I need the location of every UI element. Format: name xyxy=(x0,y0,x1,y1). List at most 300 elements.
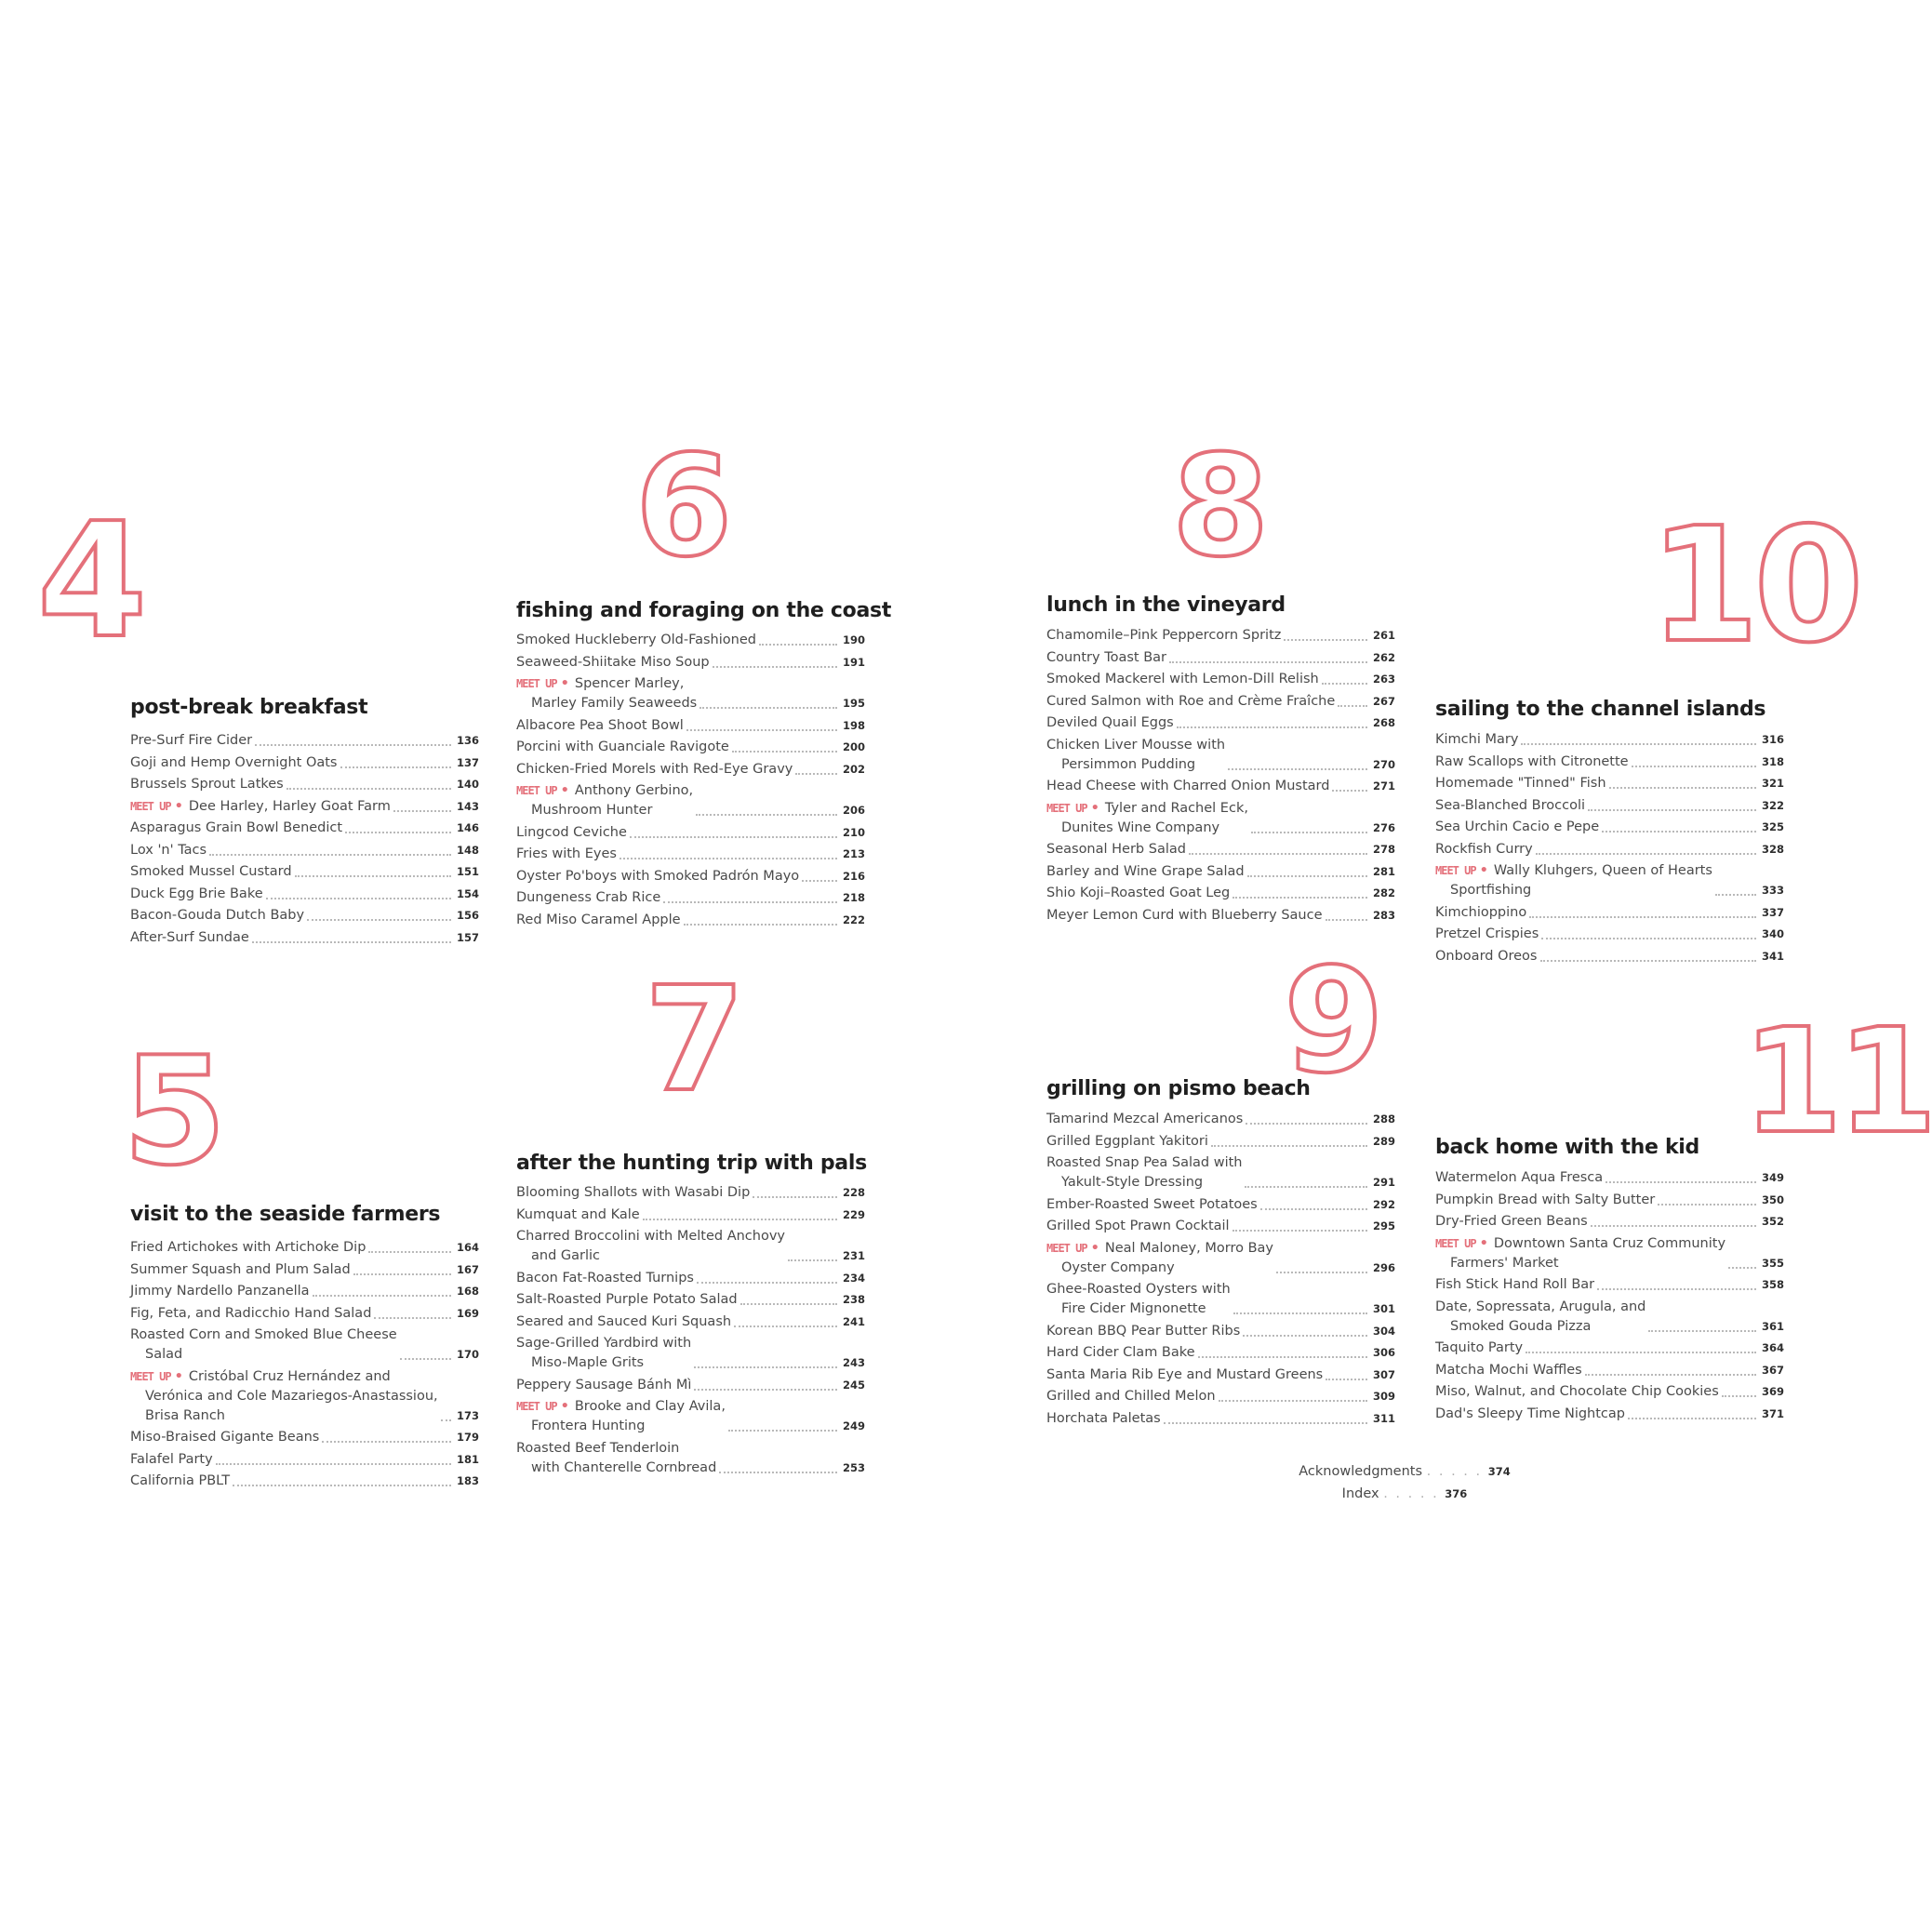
recipe-name: Fish Stick Hand Roll Bar xyxy=(1435,1277,1595,1292)
recipe-name: Santa Maria Rib Eye and Mustard Greens xyxy=(1046,1366,1324,1382)
leader-dots xyxy=(322,1441,451,1443)
entry-text xyxy=(1046,1322,1240,1341)
leader-dots xyxy=(795,773,837,775)
recipe-entry[interactable] xyxy=(1046,1280,1395,1319)
recipe-entry[interactable] xyxy=(1435,1168,1784,1188)
entry-text xyxy=(1046,1343,1195,1363)
entry-line xyxy=(516,911,681,930)
leader-dots xyxy=(1219,1400,1367,1402)
recipe-entry[interactable] xyxy=(130,841,479,860)
recipe-entry[interactable] xyxy=(516,1206,865,1225)
entry-text xyxy=(1435,1382,1719,1402)
recipe-entry[interactable] xyxy=(1435,796,1784,816)
entry-line xyxy=(1046,1322,1240,1341)
recipe-entry[interactable] xyxy=(1046,1132,1395,1152)
entry-line xyxy=(130,1238,366,1258)
entry-line xyxy=(1435,1275,1594,1295)
recipe-entry[interactable] xyxy=(130,1428,479,1447)
entry-line xyxy=(516,823,627,843)
recipe-entry[interactable] xyxy=(130,819,479,838)
recipe-list xyxy=(516,631,865,932)
page-number: 216 xyxy=(842,869,865,883)
entry-text xyxy=(1046,777,1329,796)
leader-dots xyxy=(1260,1208,1367,1210)
page-number: 151 xyxy=(456,865,479,878)
leader-dots xyxy=(1602,831,1756,833)
recipe-name: Dee Harley, Harley Goat Farm xyxy=(188,798,391,814)
meet-up-tag: MEET UP xyxy=(516,677,557,690)
recipe-entry[interactable] xyxy=(1046,1217,1395,1236)
page-number: 291 xyxy=(1372,1176,1395,1189)
recipe-entry[interactable] xyxy=(516,888,865,908)
recipe-entry[interactable] xyxy=(1435,1298,1784,1337)
recipe-entry[interactable] xyxy=(130,753,479,773)
entry-line xyxy=(130,819,342,838)
entry-text xyxy=(1046,1387,1216,1406)
entry-line xyxy=(1435,1234,1725,1254)
leader-dots xyxy=(1177,726,1367,728)
entry-text xyxy=(516,911,681,930)
recipe-entry[interactable] xyxy=(1046,692,1395,712)
entry-line xyxy=(130,1304,371,1324)
entry-line xyxy=(516,1397,726,1417)
recipe-entry[interactable] xyxy=(1046,884,1395,903)
entry-text xyxy=(1046,840,1186,859)
page-number: 231 xyxy=(842,1249,865,1262)
recipe-entry[interactable] xyxy=(516,1312,865,1332)
entry-text xyxy=(516,1376,691,1395)
entry-text xyxy=(130,1367,438,1426)
leader-dots xyxy=(1243,1335,1367,1337)
entry-line xyxy=(1435,1361,1582,1380)
recipe-entry[interactable] xyxy=(130,885,479,904)
page-number: 283 xyxy=(1372,908,1395,922)
recipe-name: Roasted Snap Pea Salad with xyxy=(1046,1155,1243,1170)
recipe-entry[interactable] xyxy=(516,1183,865,1203)
entry-line xyxy=(130,775,284,794)
recipe-entry[interactable] xyxy=(516,716,865,736)
recipe-name: Kimchioppino xyxy=(1435,904,1527,920)
recipe-entry[interactable] xyxy=(130,1260,479,1280)
recipe-entry[interactable] xyxy=(1435,730,1784,750)
page-number: 268 xyxy=(1372,716,1395,729)
entry-line xyxy=(1435,753,1629,772)
recipe-entry[interactable] xyxy=(1046,862,1395,882)
page-number: 191 xyxy=(842,655,865,669)
bullet-icon: • xyxy=(560,783,569,798)
entry-text xyxy=(516,1334,691,1373)
recipe-name: Country Toast Bar xyxy=(1046,649,1167,665)
page-number: 340 xyxy=(1761,927,1784,940)
chapter-number: 4 xyxy=(37,489,142,673)
recipe-entry[interactable] xyxy=(516,1439,865,1478)
recipe-entry[interactable] xyxy=(130,1238,479,1258)
page-number: 364 xyxy=(1761,1341,1784,1354)
entry-text xyxy=(1046,1217,1230,1236)
page-number: 179 xyxy=(456,1431,479,1444)
page-number: 367 xyxy=(1761,1363,1784,1377)
page-number: 213 xyxy=(842,847,865,860)
chapter-number: 8 xyxy=(1172,426,1264,588)
recipe-name: Dungeness Crab Rice xyxy=(516,890,661,905)
page-number: 222 xyxy=(842,913,865,926)
recipe-entry[interactable] xyxy=(1046,1195,1395,1215)
entry-text xyxy=(1435,1191,1655,1210)
recipe-entry[interactable] xyxy=(1435,753,1784,772)
entry-line xyxy=(1046,1195,1258,1215)
entry-line xyxy=(130,1367,438,1387)
recipe-name: Kumquat and Kale xyxy=(516,1206,640,1222)
recipe-name: Cristóbal Cruz Hernández and xyxy=(188,1368,391,1384)
page-number: 234 xyxy=(842,1271,865,1285)
backmatter-label: Index xyxy=(1341,1486,1379,1501)
entry-text xyxy=(516,631,756,650)
entry-text xyxy=(130,731,252,751)
page-number: 369 xyxy=(1761,1385,1784,1398)
entry-text xyxy=(130,928,249,948)
recipe-entry[interactable] xyxy=(1435,1339,1784,1358)
recipe-entry[interactable] xyxy=(1046,1153,1395,1192)
entry-line xyxy=(516,1312,731,1332)
page-number: 170 xyxy=(456,1348,479,1361)
entry-text xyxy=(1046,1195,1258,1215)
leader-dots xyxy=(1198,1356,1367,1358)
entry-text xyxy=(1046,626,1281,646)
recipe-entry[interactable] xyxy=(516,845,865,864)
recipe-entry[interactable] xyxy=(1046,1343,1395,1363)
entry-text xyxy=(130,862,292,882)
recipe-entry[interactable] xyxy=(130,862,479,882)
leader-dots xyxy=(700,707,837,709)
leader-dots xyxy=(209,854,451,856)
entry-text xyxy=(1435,925,1539,944)
recipe-entry[interactable] xyxy=(516,653,865,673)
recipe-name: Seaweed-Shiitake Miso Soup xyxy=(516,654,710,670)
recipe-entry[interactable] xyxy=(130,1282,479,1301)
meet-up-entry[interactable] xyxy=(516,1397,865,1436)
leader-dots xyxy=(441,1419,451,1421)
entry-line xyxy=(516,760,793,779)
recipe-name: Tamarind Mezcal Americanos xyxy=(1046,1112,1244,1126)
recipe-entry[interactable] xyxy=(1435,1191,1784,1210)
page-number: 307 xyxy=(1372,1367,1395,1381)
entry-line xyxy=(1435,1382,1719,1402)
recipe-entry[interactable] xyxy=(1046,1322,1395,1341)
entry-text xyxy=(1435,1339,1523,1358)
recipe-entry[interactable] xyxy=(1046,670,1395,689)
index-entry[interactable] xyxy=(1298,1483,1512,1505)
recipe-entry[interactable] xyxy=(516,911,865,930)
entry-continuation: Farmers' Market xyxy=(1450,1255,1559,1271)
leader-dots xyxy=(732,751,837,753)
page-number: 321 xyxy=(1761,777,1784,790)
meet-up-entry[interactable] xyxy=(516,781,865,820)
page-number: 296 xyxy=(1372,1260,1395,1274)
entry-text xyxy=(1046,670,1319,689)
recipe-name: Porcini with Guanciale Ravigote xyxy=(516,739,729,754)
recipe-entry[interactable] xyxy=(1435,1382,1784,1402)
page-number: 337 xyxy=(1761,905,1784,919)
recipe-entry[interactable] xyxy=(130,1304,479,1324)
recipe-entry[interactable] xyxy=(130,775,479,794)
leader-dots xyxy=(713,666,837,668)
page-number: 361 xyxy=(1761,1319,1784,1333)
leader-dots xyxy=(694,1366,837,1368)
entry-continuation: Dunites Wine Company xyxy=(1061,819,1220,835)
entry-line xyxy=(516,845,617,864)
entry-text xyxy=(516,1183,750,1203)
recipe-name: Ghee-Roasted Oysters with xyxy=(1046,1282,1231,1297)
page-number: 210 xyxy=(842,825,865,839)
recipe-entry[interactable] xyxy=(1435,903,1784,923)
back-matter xyxy=(1298,1460,1512,1505)
page-number: 306 xyxy=(1372,1346,1395,1359)
bullet-icon: • xyxy=(1090,800,1099,816)
recipe-name: Chamomile–Pink Peppercorn Spritz xyxy=(1046,628,1282,643)
recipe-name: Salt-Roasted Purple Potato Salad xyxy=(516,1292,738,1307)
entry-line xyxy=(130,1260,351,1280)
entry-line xyxy=(1435,840,1533,859)
recipe-entry[interactable] xyxy=(1435,1405,1784,1424)
meet-up-entry[interactable] xyxy=(1435,1234,1784,1273)
leader-dots xyxy=(307,919,451,921)
recipe-name: Lox 'n' Tacs xyxy=(130,842,207,858)
entry-text xyxy=(1435,1275,1594,1295)
page-number: 295 xyxy=(1372,1219,1395,1232)
page-number: 157 xyxy=(456,930,479,944)
meet-up-entry[interactable] xyxy=(130,797,479,817)
recipe-name: Roasted Corn and Smoked Blue Cheese xyxy=(130,1327,397,1342)
entry-line xyxy=(1046,1153,1242,1173)
recipe-name: Taquito Party xyxy=(1435,1340,1524,1355)
recipe-entry[interactable] xyxy=(130,1326,479,1365)
recipe-name: Grilled Eggplant Yakitori xyxy=(1046,1133,1208,1149)
recipe-entry[interactable] xyxy=(516,1269,865,1288)
leader-dots xyxy=(216,1463,451,1465)
recipe-name: Peppery Sausage Bánh Mì xyxy=(516,1377,692,1392)
entry-line xyxy=(516,888,660,908)
recipe-entry[interactable] xyxy=(130,1472,479,1491)
recipe-entry[interactable] xyxy=(1435,1361,1784,1380)
entry-text xyxy=(1046,1132,1208,1152)
recipe-entry[interactable] xyxy=(1046,736,1395,775)
entry-line xyxy=(130,1472,230,1491)
recipe-entry[interactable] xyxy=(516,1227,865,1266)
page-number: 355 xyxy=(1761,1256,1784,1270)
recipe-entry[interactable] xyxy=(1435,947,1784,966)
page-number: 198 xyxy=(842,718,865,732)
recipe-name: Fries with Eyes xyxy=(516,846,617,861)
recipe-entry[interactable] xyxy=(130,906,479,926)
recipe-entry[interactable] xyxy=(1046,626,1395,646)
recipe-entry[interactable] xyxy=(1046,1409,1395,1429)
recipe-name: Roasted Beef Tenderloin xyxy=(516,1440,680,1456)
recipe-entry[interactable] xyxy=(1046,1110,1395,1129)
entry-continuation: Oyster Company xyxy=(1061,1259,1175,1275)
recipe-entry[interactable] xyxy=(516,738,865,757)
leader-dots xyxy=(345,832,451,833)
page-number: 322 xyxy=(1761,798,1784,812)
leader-dots xyxy=(1658,1204,1756,1206)
entry-text xyxy=(516,760,793,779)
recipe-entry[interactable] xyxy=(1435,925,1784,944)
chapter-number: 11 xyxy=(1742,997,1932,1166)
page-number: 341 xyxy=(1761,949,1784,963)
leader-dots xyxy=(340,766,452,768)
chapter-title: back home with the kid xyxy=(1435,1136,1699,1159)
recipe-name: Homemade "Tinned" Fish xyxy=(1435,776,1606,791)
page-number: 374 xyxy=(1487,1465,1511,1478)
recipe-entry[interactable] xyxy=(1046,648,1395,668)
entry-line xyxy=(1046,1387,1216,1406)
entry-line xyxy=(516,1206,640,1225)
leader-dots xyxy=(286,788,451,790)
recipe-entry[interactable] xyxy=(516,631,865,650)
leader-dots: . . . . . xyxy=(1426,1464,1488,1479)
page-number: 349 xyxy=(1761,1171,1784,1184)
recipe-name: Albacore Pea Shoot Bowl xyxy=(516,717,684,733)
recipe-entry[interactable] xyxy=(130,1450,479,1470)
page-number: 350 xyxy=(1761,1192,1784,1206)
recipe-name: Shio Koji–Roasted Goat Leg xyxy=(1046,886,1231,900)
recipe-name: Brooke and Clay Avila, xyxy=(574,1399,726,1414)
recipe-entry[interactable] xyxy=(516,1290,865,1310)
recipe-name: California PBLT xyxy=(130,1473,231,1488)
entry-text xyxy=(516,1227,785,1266)
recipe-name: Miso, Walnut, and Chocolate Chip Cookies xyxy=(1435,1384,1719,1399)
entry-line xyxy=(130,1450,213,1470)
meet-up-tag: MEET UP xyxy=(1435,1236,1476,1250)
entry-continuation: Mushroom Hunter xyxy=(531,803,653,818)
leader-dots xyxy=(1247,875,1367,877)
recipe-entry[interactable] xyxy=(1435,1275,1784,1295)
entry-text xyxy=(1046,1153,1242,1192)
recipe-name: Kimchi Mary xyxy=(1435,732,1519,747)
recipe-name: Dry-Fried Green Beans xyxy=(1435,1214,1588,1229)
entry-continuation: and Garlic xyxy=(531,1248,601,1263)
leader-dots xyxy=(1628,1418,1756,1419)
meet-up-entry[interactable] xyxy=(1435,861,1784,900)
entry-line xyxy=(1435,818,1599,837)
page-number: 270 xyxy=(1372,757,1395,771)
recipe-entry[interactable] xyxy=(1435,840,1784,859)
recipe-name: Wally Kluhgers, Queen of Hearts xyxy=(1493,863,1712,878)
recipe-name: Chicken-Fried Morels with Red-Eye Gravy xyxy=(516,761,793,777)
entry-text xyxy=(1435,840,1533,859)
recipe-entry[interactable] xyxy=(516,760,865,779)
meet-up-entry[interactable] xyxy=(516,674,865,713)
recipe-entry[interactable] xyxy=(130,928,479,948)
recipe-entry[interactable] xyxy=(1046,906,1395,926)
leader-dots xyxy=(374,1317,451,1319)
recipe-entry[interactable] xyxy=(1046,713,1395,733)
leader-dots xyxy=(643,1219,837,1220)
entry-line xyxy=(1046,777,1329,796)
recipe-entry[interactable] xyxy=(130,731,479,751)
leader-dots xyxy=(1233,1312,1367,1314)
page-number: 267 xyxy=(1372,694,1395,708)
page-number: 229 xyxy=(842,1207,865,1221)
page-number: 148 xyxy=(456,843,479,857)
recipe-name: Bacon Fat-Roasted Turnips xyxy=(516,1270,694,1286)
recipe-list xyxy=(1046,1110,1395,1431)
entry-continuation: Persimmon Pudding xyxy=(1061,756,1196,772)
page-number: 167 xyxy=(456,1262,479,1276)
recipe-name: Spencer Marley, xyxy=(574,676,685,691)
page-number: 173 xyxy=(456,1408,479,1422)
recipe-entry[interactable] xyxy=(516,867,865,886)
meet-up-entry[interactable] xyxy=(1046,799,1395,838)
chapter-number: 6 xyxy=(635,426,727,588)
entry-text xyxy=(1046,1409,1161,1429)
recipe-entry[interactable] xyxy=(1435,818,1784,837)
entry-line xyxy=(1435,947,1538,966)
entry-text xyxy=(130,1238,366,1258)
page-number: 202 xyxy=(842,762,865,776)
chapter-number: 10 xyxy=(1649,494,1859,678)
entry-line xyxy=(130,841,207,860)
meet-up-tag: MEET UP xyxy=(1046,801,1087,815)
acknowledgments-entry[interactable] xyxy=(1298,1460,1512,1483)
entry-text xyxy=(516,674,697,713)
recipe-entry[interactable] xyxy=(1046,1365,1395,1385)
entry-text xyxy=(130,906,304,926)
page-number: 164 xyxy=(456,1241,479,1254)
entry-text xyxy=(1046,799,1248,838)
page-number: 136 xyxy=(456,734,479,747)
recipe-entry[interactable] xyxy=(1435,1212,1784,1232)
page-number: 318 xyxy=(1761,754,1784,768)
recipe-entry[interactable] xyxy=(1046,777,1395,796)
leader-dots xyxy=(233,1485,451,1486)
entry-text xyxy=(1046,906,1323,926)
recipe-name: Oyster Po'boys with Smoked Padrón Mayo xyxy=(516,868,800,884)
leader-dots xyxy=(686,729,837,731)
leader-dots xyxy=(1541,938,1756,939)
meet-up-entry[interactable] xyxy=(130,1367,479,1426)
page-number: 137 xyxy=(456,755,479,769)
page-number: 376 xyxy=(1445,1487,1468,1500)
entry-text xyxy=(516,888,660,908)
recipe-entry[interactable] xyxy=(1435,774,1784,793)
recipe-entry[interactable] xyxy=(1046,1387,1395,1406)
recipe-entry[interactable] xyxy=(516,1334,865,1373)
leader-dots: . . . . . xyxy=(1383,1486,1446,1501)
page-number: 271 xyxy=(1372,779,1395,793)
page-number: 328 xyxy=(1761,842,1784,856)
meet-up-tag: MEET UP xyxy=(516,1400,557,1413)
entry-continuation: Marley Family Seaweeds xyxy=(531,696,698,711)
recipe-name: Smoked Huckleberry Old-Fashioned xyxy=(516,633,756,647)
recipe-entry[interactable] xyxy=(516,1376,865,1395)
leader-dots xyxy=(1591,1225,1756,1227)
page-number: 282 xyxy=(1372,886,1395,899)
bullet-icon: • xyxy=(1090,1240,1099,1256)
entry-text xyxy=(130,1282,310,1301)
leader-dots xyxy=(1189,853,1367,855)
recipe-entry[interactable] xyxy=(516,823,865,843)
entry-line xyxy=(1435,1339,1523,1358)
leader-dots xyxy=(753,1196,837,1198)
meet-up-entry[interactable] xyxy=(1046,1239,1395,1278)
recipe-name: Head Cheese with Charred Onion Mustard xyxy=(1046,779,1330,793)
recipe-entry[interactable] xyxy=(1046,840,1395,859)
leader-dots xyxy=(759,644,837,646)
bullet-icon: • xyxy=(174,798,183,814)
page-number: 288 xyxy=(1372,1112,1395,1126)
leader-dots xyxy=(630,836,837,838)
recipe-name: Fig, Feta, and Radicchio Hand Salad xyxy=(130,1305,372,1321)
